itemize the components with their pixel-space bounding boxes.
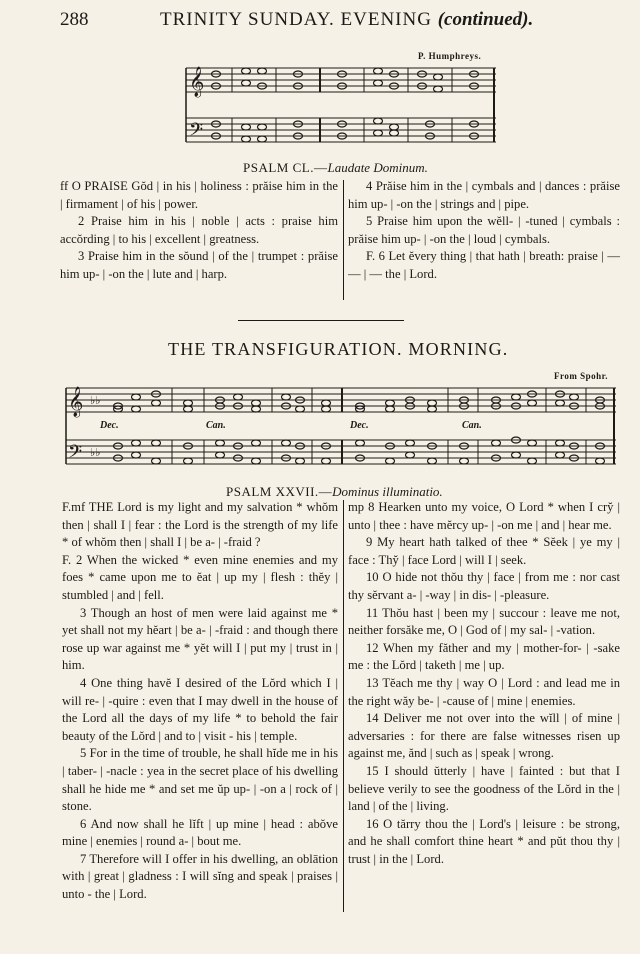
verse: 5 Praise him upon the wĕll- | -tuned | cymbals : prăise him up- | -on the | loud | cymbals. bbox=[348, 214, 620, 246]
verse: 9 My heart hath talked of thee * Sĕek | ye my | face : Thy̆ | face Lord | will I | seek. bbox=[348, 535, 620, 567]
verse: 14 Deliver me not over into the wĭll | of mine | adversaries : for there are false witnesses risen up against me, ănd | such as | speak | wrong. bbox=[348, 711, 620, 761]
psalm-heading-2-number: PSALM XXVII.— bbox=[226, 484, 333, 499]
mark-cantoris-2: Can. bbox=[462, 420, 482, 431]
page-title bbox=[160, 9, 533, 31]
verse: 5 For in the time of trouble, he shall hĭde me in his | taber- | -nacle : yea in the secret place of his dwelling shall he hide me * and set me ŭp up- | -on a | rock of | stone. bbox=[62, 746, 338, 814]
verse: 16 O tărry thou the | Lord's | leisure : be strong, and he shall comfort thine heart * and pŭt thou thy | trust | in the | Lord. bbox=[348, 816, 620, 866]
column-divider-2 bbox=[343, 500, 344, 912]
verse: 2 Praise him in his | noble | acts : praise him accŏrding | to his | excellent | greatness. bbox=[60, 214, 338, 246]
svg-text:♭♭: ♭♭ bbox=[90, 394, 101, 407]
chant-score-1 bbox=[180, 62, 500, 148]
verse: F.mf THE Lord is my light and my salvation * whŏm then | shall I | fear : the Lord is the strength of my life * of whŏm then | shall I | be a- | -fraid ? bbox=[62, 500, 338, 550]
verse: 7 Therefore will I offer in his dwelling, an oblātion with | great | gladness : I will sĭng and speak | praises | unto - the | Lord. bbox=[62, 851, 338, 902]
svg-text:♭♭: ♭♭ bbox=[90, 446, 101, 459]
verse: ff O PRAISE Gŏd | in his | holiness : prăise him in the | firmament | of his | power. bbox=[60, 179, 338, 211]
psalm-heading-1 bbox=[243, 160, 428, 176]
section-title: THE TRANSFIGURATION. MORNING. bbox=[168, 339, 509, 359]
verse: 4 One thing havĕ I desired of the Lŏrd which I | will re- | -quire : even that I may dwell in the house of the Lord all the days of my life * to behold the fair beauty of the Lŏrd | and to | visit - his | temple. bbox=[62, 675, 338, 743]
psalm-150-right-column bbox=[348, 178, 620, 284]
continued-label: (continued). bbox=[437, 9, 534, 30]
verse: 4 Prăise him in the | cymbals and | dances : prăise him up- | -on the | strings and | pipe. bbox=[348, 179, 620, 211]
column-divider-1 bbox=[343, 180, 344, 300]
psalm-heading-2-latin: Dominus illuminatio. bbox=[332, 484, 443, 499]
psalm-27-right-column bbox=[348, 499, 620, 868]
mark-decani-2: Dec. bbox=[350, 420, 369, 431]
svg-text:𝄞: 𝄞 bbox=[189, 67, 205, 97]
section-rule bbox=[238, 320, 404, 321]
mark-decani-1: Dec. bbox=[100, 420, 119, 431]
mark-cantoris-1: Can. bbox=[206, 420, 226, 431]
psalm-heading-1-latin: Laudate Dominum. bbox=[327, 160, 428, 175]
verse: F. 2 When the wicked * even mine enemies and my foes * came upon me to ĕat | up my | flesh : thĕy | stumbled | and | fell. bbox=[62, 552, 338, 602]
psalm-27-left-column bbox=[62, 499, 338, 904]
chant-score-2 bbox=[60, 382, 620, 472]
verse: 3 Praise him in the sŏund | of the | trumpet : prăise him up- | -on the | lute and | harp. bbox=[60, 249, 338, 281]
verse: F. 6 Let ĕvery thing | that hath | breath: praise | — — | — the | Lord. bbox=[348, 249, 620, 281]
composer-credit-2: From Spohr. bbox=[554, 371, 609, 381]
psalm-150-left-column bbox=[60, 178, 338, 284]
svg-text:𝄢: 𝄢 bbox=[189, 120, 204, 145]
composer-credit-1: P. Humphreys. bbox=[418, 51, 482, 61]
psalm-heading-2 bbox=[226, 484, 443, 500]
verse: 10 O hide not thŏu thy | face | from me : nor cast thy sĕrvant a- | -way | in dis- | -pleasure. bbox=[348, 570, 620, 602]
svg-text:𝄢: 𝄢 bbox=[68, 442, 83, 467]
verse: 3 Though an host of men were laid against me * yet shall not my hĕart | be a- | -fraid : and though there rose up war against me * yĕt will I | put my | trust in | him. bbox=[62, 605, 338, 673]
svg-text:𝄞: 𝄞 bbox=[68, 387, 84, 417]
verse: 11 Thŏu hast | been my | succour : leave me not, neither forsăke me, O | God of | my sal- | -vation. bbox=[348, 605, 620, 638]
page-title-text: TRINITY SUNDAY. EVENING bbox=[160, 9, 432, 30]
verse: 13 Tĕach me thy | way O | Lord : and lead me in the right wăy be- | -cause of | mine | enemies. bbox=[348, 675, 620, 708]
page-number: 288 bbox=[60, 9, 89, 30]
verse: 15 I should ŭtterly | have | fainted : but that I believe verily to see the goodness of the Lŏrd in the | land | of the | living. bbox=[348, 763, 620, 814]
verse: 6 And now shall he lĭft | up mine | head : abŏve mine | enemies | round a- | bout me. bbox=[62, 816, 338, 849]
verse: mp 8 Hearken unto my voice, O Lord * when I cry̆ | unto | thee : have mĕrcy up- | -on me | and | hear me. bbox=[348, 500, 620, 532]
verse: 12 When my făther and my | mother-for- | -sake me : the Lŏrd | taketh | me | up. bbox=[348, 640, 620, 673]
psalm-heading-1-number: PSALM CL.— bbox=[243, 160, 328, 175]
